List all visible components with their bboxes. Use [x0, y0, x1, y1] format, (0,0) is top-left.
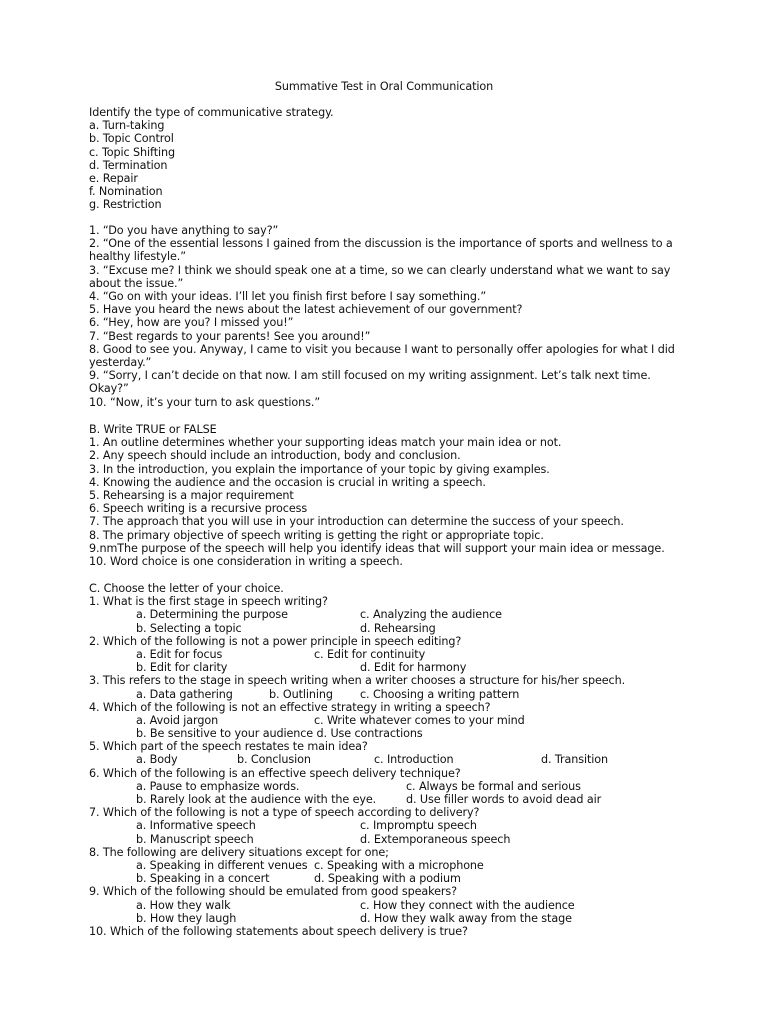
page-title: Summative Test in Oral Communication: [274, 80, 494, 93]
answer-option: a. How they walk: [136, 898, 231, 912]
answer-options: [89, 661, 689, 674]
answer-option: c. Write whatever comes to your mind: [314, 713, 525, 727]
answer-options: [89, 648, 689, 661]
question-item: 6. “Hey, how are you? I missed you!”: [89, 316, 294, 330]
true-false-item: 6. Speech writing is a recursive process: [89, 502, 308, 516]
answer-options: [89, 819, 689, 832]
answer-option: a. Edit for focus: [136, 647, 223, 661]
true-false-item: 10. Word choice is one consideration in writing a speech.: [89, 554, 403, 568]
answer-option: d. Extemporaneous speech: [360, 832, 511, 846]
part-b: [89, 423, 689, 568]
question-item: 1. “Do you have anything to say?”: [89, 224, 279, 237]
answer-option: b. Be sensitive to your audience d. Use contractions: [136, 727, 423, 741]
answer-options: [89, 727, 689, 740]
question-item: 8. Good to see you. Anyway, I came to visit you because I want to personally offer apologies for what I did yesterday.”: [89, 342, 675, 369]
strategy-choice: f. Nomination: [89, 185, 163, 199]
true-false-item: 8. The primary objective of speech writing is getting the right or appropriate topic.: [89, 528, 544, 542]
answer-option: c. Choosing a writing pattern: [360, 687, 520, 701]
answer-options: [89, 912, 689, 925]
mc-question: 2. Which of the following is not a power principle in speech editing?: [89, 634, 462, 648]
answer-option: b. How they laugh: [136, 911, 237, 925]
part-a-instructions: [89, 106, 689, 212]
answer-options: [89, 793, 689, 806]
question-item: 4. “Go on with your ideas. I’ll let you finish first before I say something.”: [89, 290, 487, 303]
answer-option: c. Impromptu speech: [360, 819, 477, 833]
answer-option: b. Edit for clarity: [136, 661, 228, 675]
true-false-item: 4. Knowing the audience and the occasion is crucial in writing a speech.: [89, 475, 486, 489]
strategy-choice: e. Repair: [89, 171, 138, 185]
answer-option: b. Manuscript speech: [136, 832, 254, 846]
part-c-instruction: C. Choose the letter of your choice.: [89, 582, 284, 595]
mc-question: 10. Which of the following statements about speech delivery is true?: [89, 924, 468, 938]
strategy-choice: a. Turn-taking: [89, 119, 165, 133]
answer-option: a. Body: [136, 753, 178, 767]
answer-option: b. Speaking in a concert: [136, 872, 270, 886]
answer-option: a. Informative speech: [136, 819, 256, 833]
answer-options: [89, 833, 689, 846]
answer-option: b. Conclusion: [237, 753, 311, 767]
answer-option: d. Transition: [541, 753, 609, 767]
question-item: 10. “Now, it’s your turn to ask questions.”: [89, 395, 321, 409]
answer-option: d. Edit for harmony: [360, 661, 467, 675]
answer-option: c. Edit for continuity: [314, 647, 426, 661]
mc-question: 3. This refers to the stage in speech writing when a writer chooses a structure for his/her speech.: [89, 674, 626, 688]
question-item: 2. “One of the essential lessons I gained from the discussion is the importance of sports and wellness to a healthy lifestyle.”: [89, 237, 673, 264]
answer-option: c. Introduction: [374, 753, 454, 767]
answer-option: b. Selecting a topic: [136, 621, 242, 635]
answer-option: d. Use filler words to avoid dead air: [406, 793, 602, 806]
answer-options: [89, 780, 689, 793]
answer-option: a. Avoid jargon: [136, 713, 219, 727]
strategy-choice: d. Termination: [89, 158, 168, 172]
mc-question: 8. The following are delivery situations except for one;: [89, 845, 389, 859]
answer-option: a. Determining the purpose: [136, 608, 288, 622]
part-c: [89, 582, 689, 938]
answer-options: [89, 714, 689, 727]
answer-option: c. Always be formal and serious: [406, 779, 581, 793]
answer-option: d. How they walk away from the stage: [360, 911, 572, 925]
question-item: 5. Have you heard the news about the latest achievement of our government?: [89, 303, 523, 317]
strategy-choice: g. Restriction: [89, 198, 162, 212]
answer-option: a. Speaking in different venues: [136, 858, 308, 872]
answer-option: c. Analyzing the audience: [360, 608, 502, 622]
part-b-instruction: B. Write TRUE or FALSE: [89, 423, 217, 436]
answer-options: [89, 688, 689, 701]
answer-option: c. How they connect with the audience: [360, 898, 575, 912]
mc-question: 9. Which of the following should be emulated from good speakers?: [89, 885, 457, 899]
mc-question: 7. Which of the following is not a type of speech according to delivery?: [89, 806, 480, 820]
answer-option: a. Data gathering: [136, 687, 233, 701]
answer-option: c. Speaking with a microphone: [314, 858, 484, 872]
question-item: 9. “Sorry, I can’t decide on that now. I am still focused on my writing assignment. Let’s talk next time. Okay?”: [89, 369, 651, 396]
answer-options: [89, 753, 689, 766]
true-false-item: 7. The approach that you will use in your introduction can determine the success of your speech.: [89, 515, 624, 529]
mc-question: 4. Which of the following is not an effective strategy in writing a speech?: [89, 700, 491, 714]
strategy-choice: b. Topic Control: [89, 132, 174, 146]
answer-options: [89, 622, 689, 635]
mc-question: 1. What is the first stage in speech writing?: [89, 595, 328, 609]
true-false-item: 5. Rehearsing is a major requirement: [89, 488, 294, 502]
true-false-item: 3. In the introduction, you explain the importance of your topic by giving examples.: [89, 462, 550, 476]
true-false-item: 1. An outline determines whether your supporting ideas match your main idea or not.: [89, 436, 562, 450]
part-a-items: [89, 224, 679, 409]
mc-question: 6. Which of the following is an effective speech delivery technique?: [89, 766, 461, 780]
answer-options: [89, 608, 689, 621]
answer-options: [89, 859, 689, 872]
strategy-choice: c. Topic Shifting: [89, 145, 175, 159]
part-a-instruction: Identify the type of communicative strategy.: [89, 106, 334, 119]
answer-options: [89, 872, 689, 885]
question-item: 3. “Excuse me? I think we should speak one at a time, so we can clearly understand what we want to say about the issue.”: [89, 263, 671, 290]
mc-question: 5. Which part of the speech restates te main idea?: [89, 740, 368, 754]
answer-option: b. Rarely look at the audience with the eye.: [136, 793, 377, 806]
true-false-item: 9.nmThe purpose of the speech will help you identify ideas that will support your main idea or message.: [89, 541, 665, 555]
answer-option: d. Speaking with a podium: [314, 872, 461, 886]
true-false-item: 2. Any speech should include an introduction, body and conclusion.: [89, 449, 461, 463]
question-item: 7. “Best regards to your parents! See you around!”: [89, 329, 371, 343]
answer-option: d. Rehearsing: [360, 621, 436, 635]
answer-option: b. Outlining: [269, 687, 333, 701]
answer-options: [89, 899, 689, 912]
answer-option: a. Pause to emphasize words.: [136, 779, 300, 793]
